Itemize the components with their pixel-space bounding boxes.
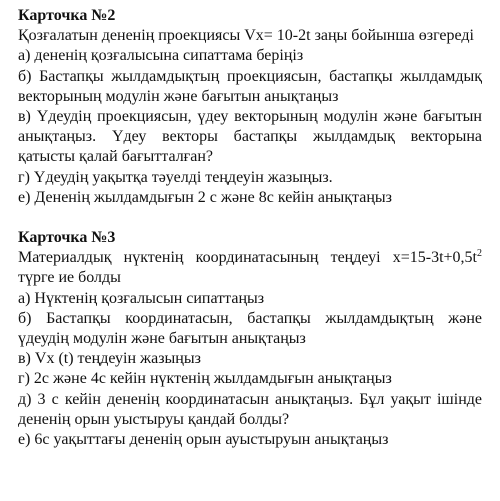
- card-3-intro-equation: Материалдық нүктенің координатасының теңдеуі x=15-3t+0,5t: [18, 249, 477, 267]
- card-2-intro: Қозғалатын дененің проекциясы Vx= 10-2t заңы бойынша өзгереді: [18, 27, 474, 45]
- card-3-intro: [18, 248, 482, 288]
- card-2-item-b: б) Бастапқы жылдамдықтың проекциясын, бастапқы жылдамдық векторының модулін және бағытын анықтаңыз: [18, 67, 482, 105]
- card-2-title: Карточка №2: [18, 7, 116, 24]
- card-2-item-v: в) Үдеудің проекциясын, үдеу векторының модулін және бағытын анықтаңыз. Үдеу векторы бастапқы жылдамдық векторына қатысты қалай бағытталған?: [18, 108, 482, 166]
- card-2: [18, 6, 482, 208]
- card-3-item-a: а) Нүктенің қозғалысын сипаттаңыз: [18, 289, 265, 307]
- card-3-item-d: д) 3 с кейін дененің координатасын анықтаңыз. Бұл уақыт ішінде дененің орын уыстыруы қандай болды?: [18, 390, 482, 428]
- card-3-item-v: в) Vx (t) теңдеуін жазыңыз: [18, 350, 201, 368]
- card-2-item-e: е) Дененің жылдамдығын 2 с және 8с кейін анықтаңыз: [18, 188, 392, 206]
- card-3-item-g: г) 2с және 4с кейін нүктенің жылдамдығын анықтаңыз: [18, 370, 392, 388]
- card-3: [18, 228, 482, 450]
- card-3-item-b: б) Бастапқы координатасын, бастапқы жылдамдықтың және үдеудің модулін және бағытын анықтаңыз: [18, 309, 482, 348]
- card-spacer: [18, 208, 482, 228]
- card-2-item-g: г) Үдеудің уақытқа тәуелді теңдеуін жазыңыз.: [18, 168, 333, 186]
- card-3-intro-exponent: 2: [477, 248, 482, 260]
- card-3-intro-tail: түрге ие болды: [18, 269, 121, 287]
- card-3-item-e: е) 6с уақыттағы дененің орын ауыстыруын анықтаңыз: [18, 431, 389, 449]
- card-3-title: Карточка №3: [18, 229, 116, 247]
- card-2-item-a: а) дененің қозғалысына сипаттама беріңіз: [18, 47, 304, 65]
